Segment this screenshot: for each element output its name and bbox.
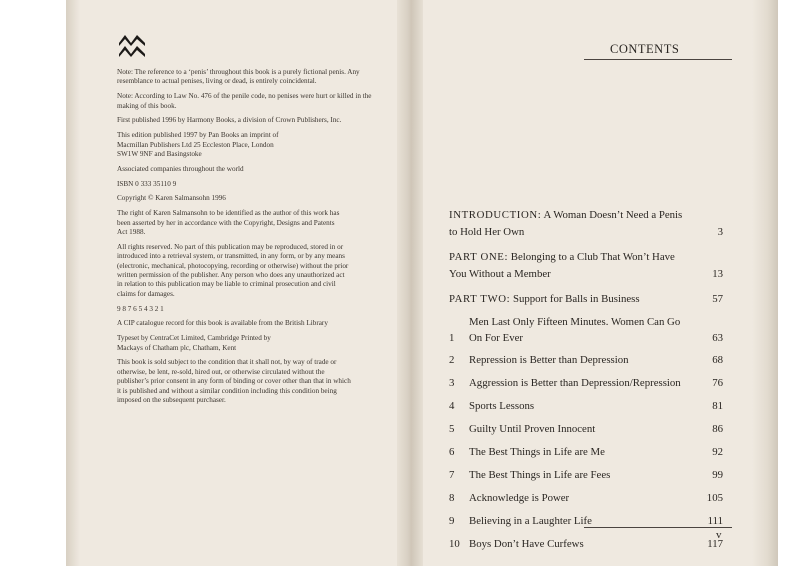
toc-entry-chapter	[449, 375, 723, 392]
typesetting-paragraph: Typeset by CentraCet Limited, Cambridge Printed by Mackays of Chatham plc, Chatham, Kent	[117, 334, 271, 352]
right-page-edge	[752, 0, 778, 566]
note-paragraph: Note: The reference to a ‘penis’ throughout this book is a purely fictional penis. Any resemblance to actual penises, living or dead, is entirely coincidental.	[117, 68, 360, 86]
chapter-title: Aggression is Better than Depression/Repression	[469, 376, 681, 389]
page-number: 111	[707, 514, 723, 527]
toc-entry-chapter	[449, 421, 723, 438]
page-number: 3	[717, 225, 723, 238]
chapter-title: The Best Things in Life are Fees	[469, 468, 611, 481]
header-rule	[584, 59, 732, 60]
chapter-number: 9	[449, 514, 455, 527]
toc-entry-chapter	[449, 314, 723, 347]
copyright-page	[117, 68, 387, 411]
publisher-address: This edition published 1997 by Pan Books an imprint of Macmillan Publishers Ltd 25 Eccleston Place, London SW1W 9NF and Basingstoke	[117, 131, 279, 159]
toc-entry-chapter	[449, 467, 723, 484]
toc-entry-part-two	[449, 291, 723, 308]
toc-entry-chapter	[449, 398, 723, 415]
chapter-number: 5	[449, 422, 455, 435]
copyright-line: Copyright © Karen Salmansohn 1996	[117, 194, 226, 203]
chapter-number: 4	[449, 399, 455, 412]
associated-companies: Associated companies throughout the world	[117, 164, 244, 173]
toc-entry-chapter	[449, 490, 723, 507]
sale-condition-paragraph: This book is sold subject to the condition that it shall not, by way of trade or otherwise, be lent, re-sold, hired out, or otherwise circulated without the publisher’s prior consent in any form of binding or cover other than that in which it is published and without a similar condition including this condition being imposed on the subsequent purchaser.	[117, 358, 351, 405]
section-title: Support for Balls in Business	[512, 293, 640, 305]
toc-entry-introduction	[449, 207, 723, 240]
running-head: CONTENTS	[610, 42, 680, 56]
chapter-number: 1	[449, 332, 455, 344]
section-label: PART ONE:	[449, 251, 509, 263]
page-number: 81	[712, 399, 723, 412]
publisher-logo-icon	[117, 33, 147, 59]
toc-entry-chapter	[449, 352, 723, 369]
chapter-number: 10	[449, 537, 460, 550]
chapter-title: Repression is Better than Depression	[469, 353, 629, 366]
chapter-number: 7	[449, 468, 455, 481]
chapter-list	[449, 314, 723, 553]
left-page-edge	[66, 0, 80, 566]
rights-reserved-paragraph: All rights reserved. No part of this publication may be reproduced, stored in or introduced into a retrieval system, or transmitted, in any form, or by any means (electronic, mechanical, photocopying, recording or otherwise) without the prior written permission of the publisher. Any person who does any unauthorized act in relation to this publication may be liable to criminal prosecution and civil claims for damages.	[117, 242, 349, 298]
cip-paragraph: A CIP catalogue record for this book is available from the British Library	[117, 319, 328, 328]
chapter-title: Guilty Until Proven Innocent	[469, 422, 596, 435]
chapter-title: The Best Things in Life are Me	[469, 445, 605, 458]
folio: v	[716, 529, 722, 541]
chapter-number: 8	[449, 491, 455, 504]
page-number: 68	[712, 353, 723, 366]
page-number: 57	[712, 293, 723, 305]
section-label: PART TWO:	[449, 293, 511, 305]
section-title: Belonging to a Club That Won’t Have You Without a Member	[449, 251, 675, 280]
publication-history: First published 1996 by Harmony Books, a division of Crown Publishers, Inc.	[117, 116, 342, 125]
page-number: 63	[712, 332, 723, 344]
toc-entry-part-one	[449, 249, 723, 282]
chapter-title: Believing in a Laughter Life	[469, 514, 592, 527]
page-number: 117	[707, 537, 723, 550]
book-gutter	[397, 0, 423, 566]
chapter-title: Acknowledge is Power	[469, 491, 570, 504]
chapter-number: 2	[449, 353, 455, 366]
section-label: INTRODUCTION:	[449, 209, 542, 221]
footer-rule	[584, 527, 732, 528]
printing-line: 9 8 7 6 5 4 3 2 1	[117, 304, 164, 313]
section-title: A Woman Doesn’t Need a Penis to Hold Her Own	[449, 209, 683, 238]
page-number: 92	[712, 445, 723, 458]
chapter-title: Boys Don’t Have Curfews	[469, 537, 584, 550]
table-of-contents	[449, 207, 723, 559]
note-paragraph: Note: According to Law No. 476 of the penile code, no penises were hurt or killed in the making of this book.	[117, 92, 372, 110]
page-number: 13	[712, 267, 723, 280]
chapter-number: 6	[449, 445, 455, 458]
toc-entry-chapter	[449, 444, 723, 461]
toc-entry-chapter	[449, 536, 723, 553]
author-rights-paragraph: The right of Karen Salmansohn to be identified as the author of this work has been asserted by her in accordance with the Copyright, Designs and Patents Act 1988.	[117, 209, 340, 237]
page-number: 76	[712, 376, 723, 389]
chapter-title: Men Last Only Fifteen Minutes. Women Can Go On For Ever	[469, 315, 681, 344]
chapter-title: Sports Lessons	[469, 399, 535, 412]
page-number: 99	[712, 468, 723, 481]
page-number: 105	[706, 491, 723, 504]
isbn: ISBN 0 333 35110 9	[117, 179, 177, 188]
page-number: 86	[712, 422, 723, 435]
chapter-number: 3	[449, 376, 455, 389]
